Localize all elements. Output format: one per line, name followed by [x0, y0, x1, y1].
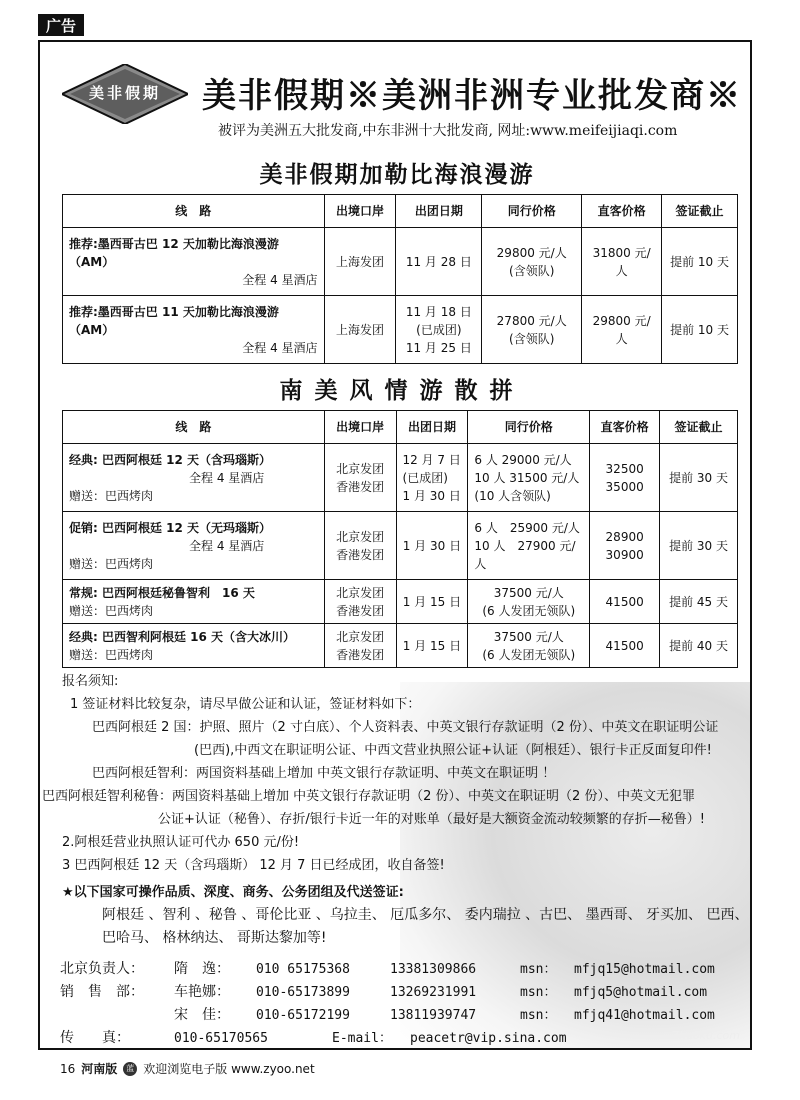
hotel-note: 全程 4 星酒店 [242, 340, 318, 355]
peer-price-cell [468, 512, 590, 580]
headline: 美非假期※美洲非洲专业批发商※ [202, 76, 742, 116]
contact-tel: 010 65175368 [256, 962, 350, 977]
peer-price: 10 人 31500 元/人 [474, 470, 580, 485]
peer-price-note: (含领队) [509, 263, 555, 278]
ad-tag: 广告 [38, 14, 84, 36]
port-cell [324, 624, 396, 668]
note-line: 1 签证材料比较复杂，请尽早做公证和认证，签证材料如下： [70, 697, 421, 712]
caribbean-table [62, 194, 738, 364]
peer-price-note: (含领队) [509, 331, 555, 346]
msn-label: msn： [520, 962, 557, 977]
port-cell [324, 580, 396, 624]
peer-price: 27800 元/人 [496, 313, 567, 328]
peer-price-cell [468, 624, 590, 668]
table-row [63, 512, 738, 580]
subtitle: 被评为美洲五大批发商,中东非洲十大批发商, 网址:www.meifeijiaqi.com [218, 123, 678, 139]
email-address: peacetr@vip.sina.com [410, 1031, 567, 1046]
fax-number: 010-65170565 [174, 1031, 268, 1046]
table-row [63, 444, 738, 512]
col-header-date: 出团日期 [396, 411, 468, 444]
peer-price-note: (6 人发团无领队) [482, 647, 576, 662]
direct-price-cell [590, 444, 660, 512]
port-cell: 上海发团 [324, 296, 396, 364]
contact-name: 车艳娜： [174, 984, 230, 1000]
table-row [63, 228, 738, 296]
contact-name: 宋 佳： [174, 1007, 230, 1023]
peer-price-cell [468, 580, 590, 624]
route-cell [63, 444, 325, 512]
direct-price: 35000 [605, 479, 644, 494]
date-cell [396, 296, 482, 364]
date-line: (已成团) [402, 470, 448, 485]
peer-price: 37500 元/人 [493, 585, 564, 600]
gift-note: 赠送：巴西烤肉 [69, 488, 154, 503]
contact-tel: 010-65172199 [256, 1008, 350, 1023]
contact-name: 隋 逸： [174, 961, 230, 977]
peer-price-cell [468, 444, 590, 512]
port-line: 香港发团 [336, 603, 385, 618]
note-line: 2.阿根廷营业执照认证可代办 650 元/份! [62, 835, 300, 850]
table-header-row [63, 195, 738, 228]
msn-label: msn： [520, 1008, 557, 1023]
date-line: (已成团) [416, 322, 462, 337]
date-cell [396, 444, 468, 512]
contact-row [40, 1004, 752, 1027]
contact-row [40, 958, 752, 981]
route-name: 常规: 巴西阿根廷秘鲁智利 16 天 [69, 585, 255, 600]
note-line: 巴西阿根廷智利秘鲁：两国资料基础上增加 中英文银行存款证明（2 份）、中英文在职证明（2 份）、中英文无犯罪 [42, 789, 695, 804]
date-line: 12 月 7 日 [402, 452, 461, 467]
col-header-route: 线 路 [63, 411, 325, 444]
visa-cell: 提前 10 天 [662, 228, 738, 296]
route-cell [63, 624, 325, 668]
logo-text: 美非假期 [88, 84, 161, 102]
countries-line: 阿根廷 、智利 、秘鲁 、哥伦比亚 、乌拉圭、 厄瓜多尔、 委内瑞拉 、古巴、 墨西哥、 牙买加、 巴西、 [102, 907, 749, 923]
direct-price: 28900 [605, 529, 644, 544]
section-title-south-america: 南 美 风 情 游 散 拼 [279, 378, 515, 404]
note-line: 公证+认证（秘鲁）、存折/银行卡近一年的对账单（最好是大额资金流动较频繁的存折—秘鲁）! [158, 812, 705, 827]
footer-text: 欢迎浏览电子版 www.zyoo.net [143, 1062, 315, 1076]
table-header-row [63, 411, 738, 444]
contact-msn: mfjq15@hotmail.com [574, 962, 715, 977]
visa-cell: 提前 30 天 [660, 512, 738, 580]
gift-note: 赠送：巴西烤肉 [69, 603, 154, 618]
gift-note: 赠送：巴西烤肉 [69, 647, 154, 662]
contact-mobile: 13381309866 [390, 962, 477, 977]
hotel-note: 全程 4 星酒店 [189, 538, 265, 553]
port-line: 香港发团 [336, 479, 385, 494]
col-header-visa: 签证截止 [662, 195, 738, 228]
col-header-direct-price: 直客价格 [590, 411, 660, 444]
contact-tel: 010-65173899 [256, 985, 350, 1000]
hotel-note: 全程 4 星酒店 [189, 470, 265, 485]
logo [62, 64, 188, 124]
date-cell: 1 月 15 日 [396, 580, 468, 624]
route-cell [63, 512, 325, 580]
port-line: 北京发团 [336, 629, 385, 644]
peer-price: 6 人 25900 元/人 [474, 520, 580, 535]
page-footer [60, 1060, 315, 1077]
direct-price-cell: 29800 元/人 [582, 296, 662, 364]
peer-price: 10 人 27900 元/人 [474, 538, 576, 571]
contacts-block [40, 958, 752, 1050]
port-line: 香港发团 [336, 547, 385, 562]
hotel-note: 全程 4 星酒店 [242, 272, 318, 287]
peer-price-cell [482, 228, 582, 296]
table-row [63, 580, 738, 624]
port-line: 北京发团 [336, 585, 385, 600]
route-name: 经典: 巴西智利阿根廷 16 天（含大冰川） [69, 629, 296, 644]
direct-price: 32500 [605, 461, 644, 476]
direct-price: 30900 [605, 547, 644, 562]
peer-price: 29800 元/人 [496, 245, 567, 260]
direct-price-cell: 41500 [590, 580, 660, 624]
route-cell [63, 296, 325, 364]
port-cell [324, 512, 396, 580]
port-line: 香港发团 [336, 647, 385, 662]
col-header-date: 出团日期 [396, 195, 482, 228]
col-header-port: 出境口岸 [324, 195, 396, 228]
gift-note: 赠送：巴西烤肉 [69, 556, 154, 571]
date-cell [396, 228, 482, 296]
col-header-direct-price: 直客价格 [582, 195, 662, 228]
ad-frame [38, 40, 752, 1050]
fax-label: 传 真： [60, 1030, 130, 1046]
page-number: 16 [60, 1061, 76, 1076]
col-header-port: 出境口岸 [324, 411, 396, 444]
note-line: 3 巴西阿根廷 12 天（含玛瑙斯） 12 月 7 日已经成团，收自备签! [62, 858, 445, 873]
port-line: 北京发团 [336, 529, 385, 544]
contact-row [40, 981, 752, 1004]
direct-price-cell [590, 512, 660, 580]
date-line: 11 月 18 日 [405, 304, 472, 319]
direct-price-cell: 41500 [590, 624, 660, 668]
contact-msn: mfjq41@hotmail.com [574, 1008, 715, 1023]
table-row [63, 296, 738, 364]
date-cell: 1 月 30 日 [396, 512, 468, 580]
col-header-route: 线 路 [63, 195, 325, 228]
route-cell [63, 580, 325, 624]
fax-row [40, 1027, 752, 1050]
peer-price: 37500 元/人 [493, 629, 564, 644]
route-name: 推荐:墨西哥古巴 12 天加勒比海浪漫游（AM） [69, 236, 279, 269]
section-title-caribbean: 美非假期加勒比海浪漫游 [259, 162, 535, 188]
badge-icon: 蓝 [123, 1062, 137, 1076]
table-row [63, 624, 738, 668]
visa-cell: 提前 45 天 [660, 580, 738, 624]
col-header-peer-price: 同行价格 [482, 195, 582, 228]
edition-label: 河南版 [81, 1062, 118, 1076]
date-cell: 1 月 15 日 [396, 624, 468, 668]
note-line: 巴西阿根廷智利：两国资料基础上增加 中英文银行存款证明、中英文在职证明 ！ [92, 766, 556, 781]
contact-mobile: 13269231991 [390, 985, 477, 1000]
route-name: 促销: 巴西阿根廷 12 天（无玛瑙斯） [69, 520, 272, 535]
note-line: (巴西),中西文在职证明公证、中西文营业执照公证+认证（阿根廷）、银行卡正反面复印件! [194, 743, 712, 758]
col-header-peer-price: 同行价格 [468, 411, 590, 444]
visa-service-line: ★以下国家可操作品质、深度、商务、公务团组及代送签证: [62, 885, 404, 900]
msn-label: msn： [520, 985, 557, 1000]
south-america-table [62, 410, 738, 668]
visa-cell: 提前 10 天 [662, 296, 738, 364]
notes-title: 报名须知: [62, 674, 119, 689]
visa-cell: 提前 30 天 [660, 444, 738, 512]
watermark: Zhuoku.com [671, 1029, 740, 1042]
contact-msn: mfjq5@hotmail.com [574, 985, 708, 1000]
direct-price-cell: 31800 元/人 [582, 228, 662, 296]
peer-price-note: (10 人含领队) [474, 488, 551, 503]
note-line: 巴西阿根廷 2 国：护照、照片（2 寸白底）、个人资料表、中英文银行存款证明（2 份）、中英文在职证明公证 [92, 720, 719, 735]
port-cell [324, 444, 396, 512]
beijing-label: 北京负责人： [60, 961, 144, 977]
port-cell: 上海发团 [324, 228, 396, 296]
route-name: 经典: 巴西阿根廷 12 天（含玛瑙斯） [69, 452, 272, 467]
sales-label: 销 售 部： [60, 984, 144, 1000]
contact-mobile: 13811939747 [390, 1008, 477, 1023]
visa-cell: 提前 40 天 [660, 624, 738, 668]
route-cell [63, 228, 325, 296]
date-line: 11 月 25 日 [405, 340, 472, 355]
email-label: E-mail： [332, 1031, 392, 1046]
date-line: 11 月 28 日 [405, 254, 472, 269]
registration-notes [40, 670, 752, 950]
port-line: 北京发团 [336, 461, 385, 476]
peer-price-note: (6 人发团无领队) [482, 603, 576, 618]
countries-line: 巴哈马、 格林纳达、 哥斯达黎加等! [102, 930, 327, 946]
peer-price: 6 人 29000 元/人 [474, 452, 572, 467]
route-name: 推荐:墨西哥古巴 11 天加勒比海浪漫游（AM） [69, 304, 279, 337]
peer-price-cell [482, 296, 582, 364]
col-header-visa: 签证截止 [660, 411, 738, 444]
date-line: 1 月 30 日 [402, 488, 461, 503]
